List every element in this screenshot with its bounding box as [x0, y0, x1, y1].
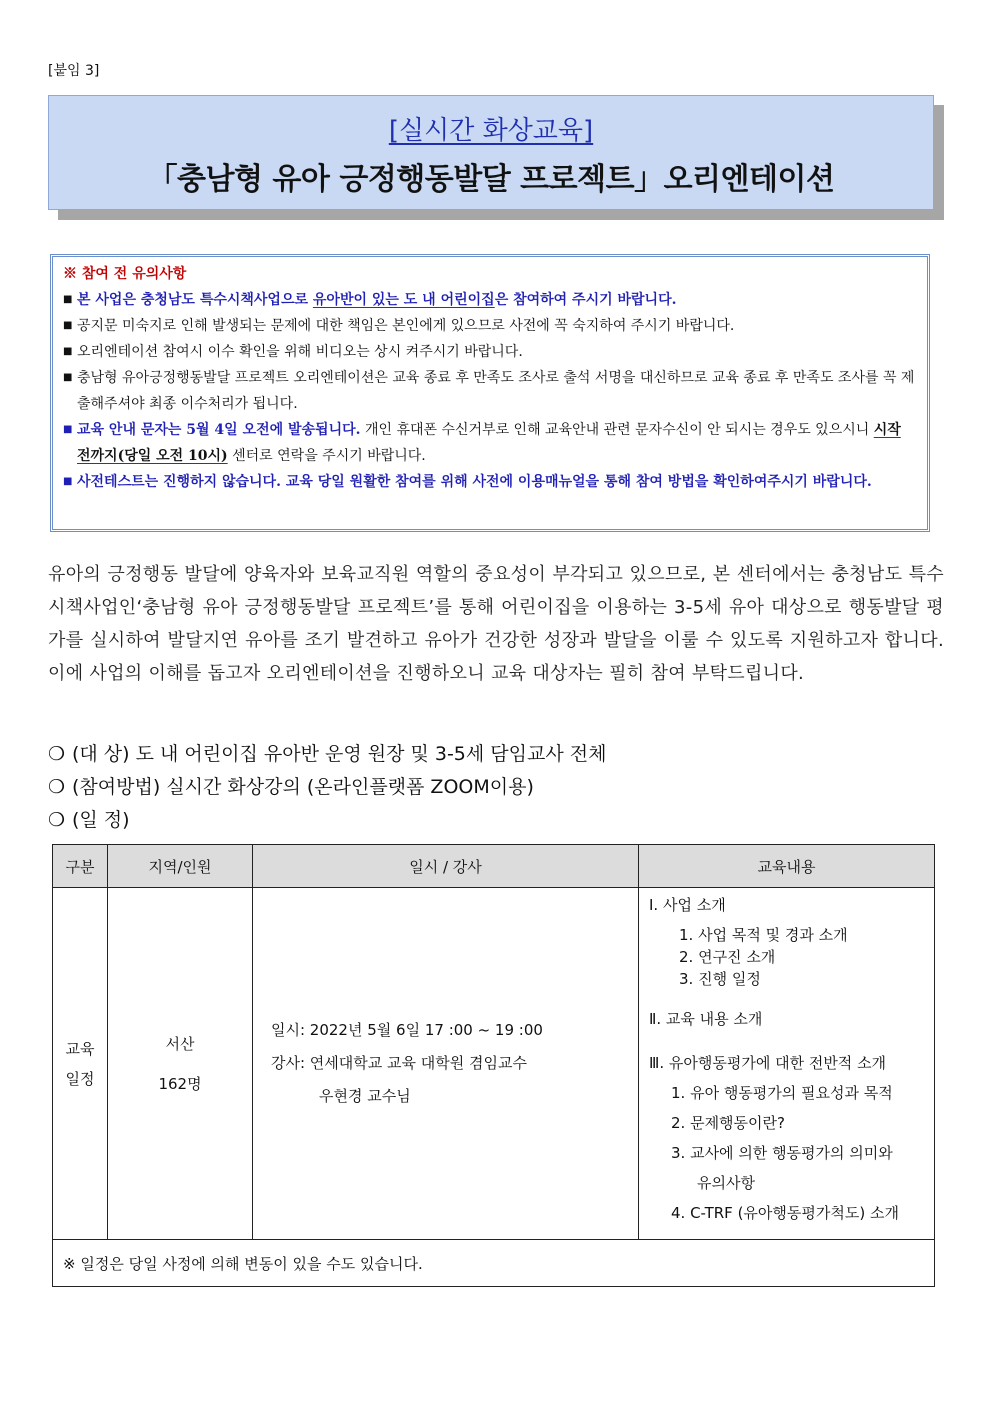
bullet-icon: ■	[63, 424, 73, 435]
notice-box	[50, 254, 930, 532]
header-region: 지역/인원	[108, 845, 253, 888]
title-banner	[48, 95, 934, 210]
region-cell: 서산 162명	[108, 888, 253, 1240]
notice-item: ■ 교육 안내 문자는 5월 4일 오전에 발송됩니다. 개인 휴대폰 수신거부로 인해 교육안내 관련 문자수신이 안 되시는 경우도 있으시니 시작 전까지(당일 오전 10시) 센터로 연락을 주시기 바랍니다.	[63, 417, 917, 469]
notice-item: ■ 본 사업은 충청남도 특수시책사업으로 유아반이 있는 도 내 어린이집은 참여하여 주시기 바랍니다.	[63, 287, 917, 313]
notice-heading: ※ 참여 전 유의사항	[63, 266, 187, 282]
header-category: 구분	[53, 845, 108, 888]
bullet-icon: ■	[63, 320, 73, 331]
info-target: ❍ (대 상) 도 내 어린이집 유아반 운영 원장 및 3-5세 담임교사 전체	[48, 738, 606, 771]
info-schedule: ❍ (일 정)	[48, 804, 606, 837]
content-cell: Ⅰ. 사업 소개 1. 사업 목적 및 경과 소개 2. 연구진 소개 3. 진행 일정 Ⅱ. 교육 내용 소개 Ⅲ. 유아행동평가에 대한 전반적 소개 1. 유아 행동평가의 필요성과 목적 2. 문제행동이란? 3. 교사에 의한 행동평가의 의미와 유의사항 4. C-TRF (유아행동평가척도) 소개	[639, 888, 935, 1240]
attachment-label: [붙임 3]	[48, 63, 100, 79]
header-datetime: 일시 / 강사	[253, 845, 639, 888]
bullet-icon: ■	[63, 372, 73, 383]
bullet-icon: ■	[63, 346, 73, 357]
intro-paragraph: 유아의 긍정행동 발달에 양육자와 보육교직원 역할의 중요성이 부각되고 있으므로, 본 센터에서는 충청남도 특수시책사업인‘충남형 유아 긍정행동발달 프로젝트’를 통해 어린이집을 이용하는 3-5세 유아 대상으로 행동발달 평가를 실시하여 발달지연 유아를 조기 발견하고 유아가 건강한 성장과 발달을 이룰 수 있도록 지원하고자 합니다. 이에 사업의 이해를 돕고자 오리엔테이션을 진행하오니 교육 대상자는 필히 참여 부탁드립니다.	[48, 564, 944, 684]
title-box	[48, 95, 934, 210]
header-content: 교육내용	[639, 845, 935, 888]
footnote: ※ 일정은 당일 사정에 의해 변동이 있을 수도 있습니다.	[53, 1240, 935, 1287]
category-cell: 교육 일정	[53, 888, 108, 1240]
title-subheading: [실시간 화상교육]	[388, 116, 594, 146]
info-list	[48, 738, 606, 837]
circle-bullet-icon: ❍	[48, 809, 66, 831]
notice-item: ■ 오리엔테이션 참여시 이수 확인을 위해 비디오는 상시 켜주시기 바랍니다.	[63, 339, 917, 365]
circle-bullet-icon: ❍	[48, 776, 66, 798]
info-method: ❍ (참여방법) 실시간 화상강의 (온라인플랫폼 ZOOM이용)	[48, 771, 606, 804]
page-title: 「충남형 유아 긍정행동발달 프로젝트」오리엔테이션	[147, 162, 835, 197]
table-footnote-row	[53, 1240, 935, 1287]
circle-bullet-icon: ❍	[48, 743, 66, 765]
notice-item: ■ 충남형 유아긍정행동발달 프로젝트 오리엔테이션은 교육 종료 후 만족도 조사로 출석 서명을 대신하므로 교육 종료 후 만족도 조사를 꼭 제출해주셔야 최종 이수처리가 됩니다.	[63, 365, 917, 417]
datetime-cell: 일시: 2022년 5월 6일 17 :00 ~ 19 :00 강사: 연세대학교 교육 대학원 겸임교수 우현경 교수님	[253, 888, 639, 1240]
schedule-table	[52, 844, 935, 1287]
table-header-row	[53, 845, 935, 888]
notice-item: ■ 공지문 미숙지로 인해 발생되는 문제에 대한 책임은 본인에게 있으므로 사전에 꼭 숙지하여 주시기 바랍니다.	[63, 313, 917, 339]
bullet-icon: ■	[63, 294, 73, 305]
bullet-icon: ■	[63, 476, 73, 487]
notice-item: ■ 사전테스트는 진행하지 않습니다. 교육 당일 원활한 참여를 위해 사전에 이용매뉴얼을 통해 참여 방법을 확인하여주시기 바랍니다.	[63, 469, 917, 495]
table-row	[53, 888, 935, 1240]
